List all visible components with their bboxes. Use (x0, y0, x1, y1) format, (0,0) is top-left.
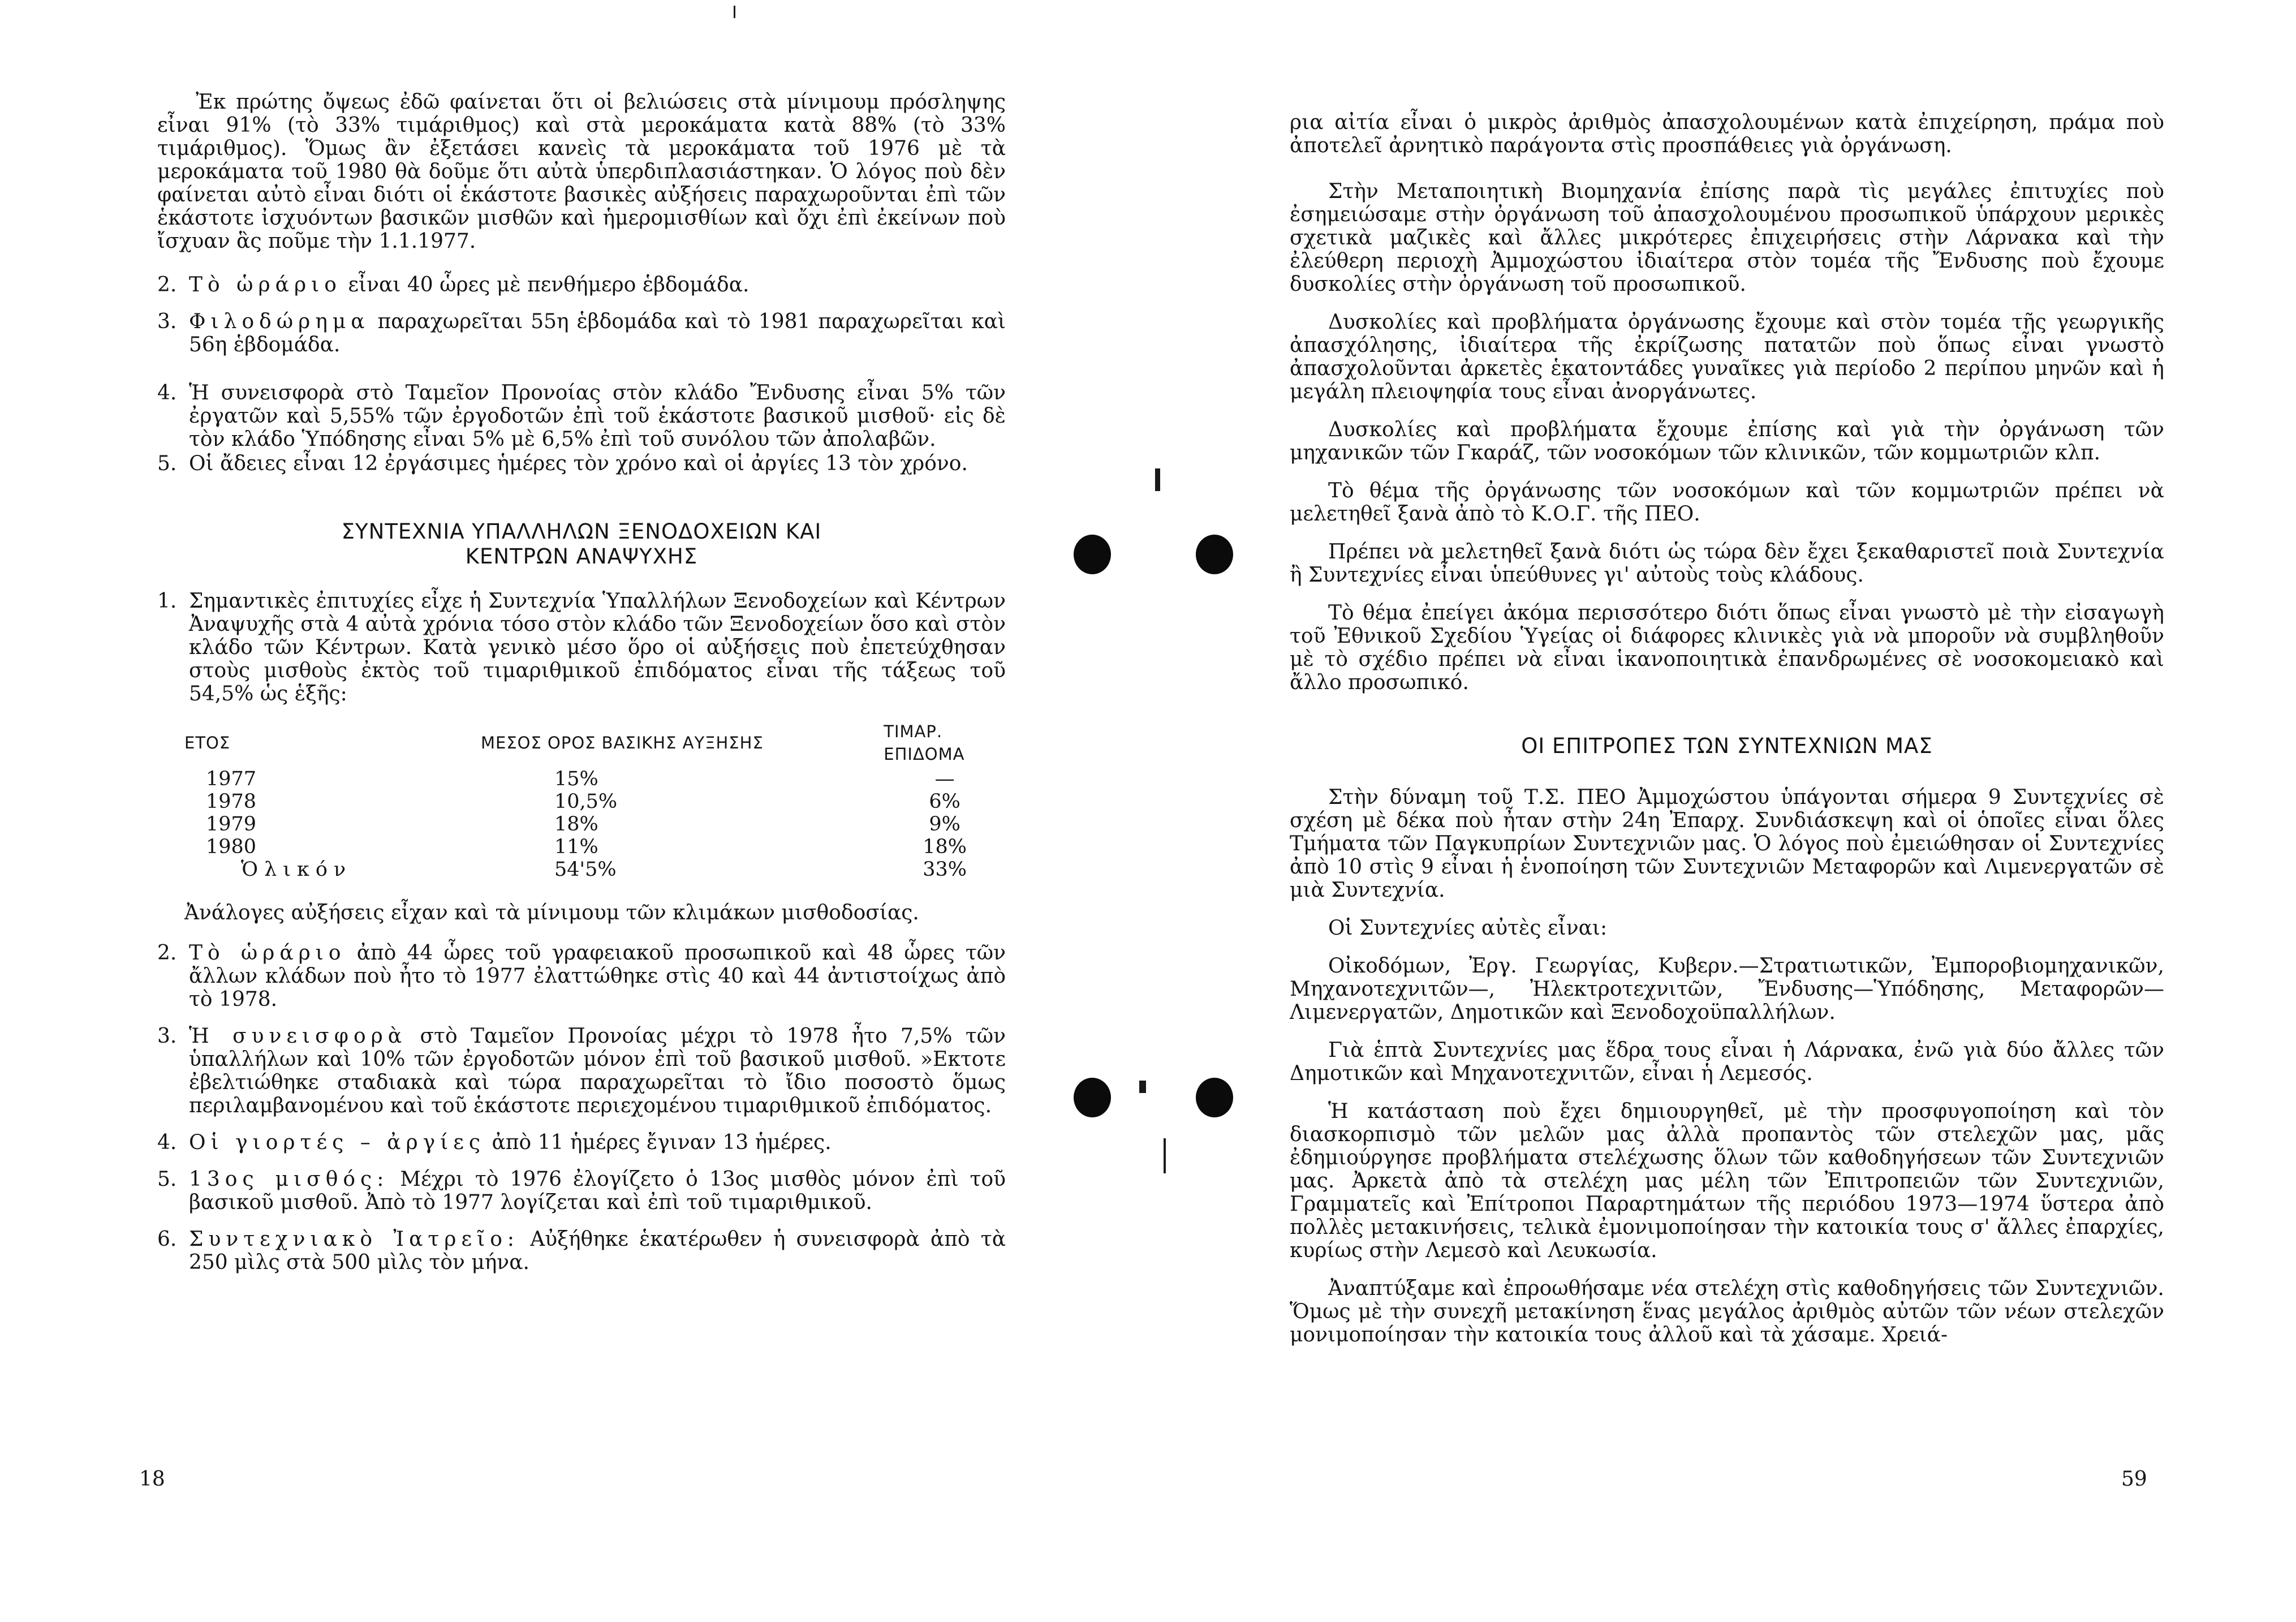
spaced-term: Ἡ συνεισφορὰ (189, 1025, 407, 1048)
paragraph: Γιὰ ἑπτὰ Συντεχνίες μας ἕδρα τους εἶναι ἡ Λάρνακα, ἐνῶ γιὰ δύο ἄλλες τῶν Δημοτικῶν καὶ Μηχανοτεχνιτῶν, εἶναι ἡ Λεμεσός. (1290, 1039, 2164, 1085)
right-page (1148, 0, 2296, 1622)
column-header: ΜΕΣΟΣ ΟΡΟΣ ΒΑΣΙΚΗΣ ΑΥΞΗΣΗΣ (480, 733, 764, 752)
heading-line: ΣΥΝΤΕΧΝΙΑ ΥΠΑΛΛΗΛΩΝ ΞΕΝΟΔΟΧΕΙΩΝ ΚΑΙ (341, 519, 822, 544)
item-number: 1. (157, 590, 177, 613)
list-item (157, 1168, 1006, 1214)
total-basic-cell: 54'5% (554, 858, 617, 881)
list-item (157, 941, 1006, 1011)
paragraph: Τὸ θέμα ἐπείγει ἀκόμα περισσότερο διότι ὅπως εἶναι γνωστὸ μὲ τὴν εἰσαγωγὴ τοῦ Ἐθνικοῦ Σχεδίου Ὑγείας οἱ διάφορες κλινικὲς γιὰ νὰ μποροῦν νὰ συμβληθοῦν μὲ τὸ σχέδιο πρέπει νὰ εἶναι ἱκανοποιητικὰ ἐπανδρωμένες σὲ νοσοκομειακὸ καὶ ἄλλο προσωπικό. (1290, 601, 2164, 694)
list-item (157, 273, 1006, 296)
paragraph: ρια αἰτία εἶναι ὁ μικρὸς ἀριθμὸς ἀπασχολουμένων κατὰ ἐπιχείρηση, πράμα ποὺ ἀποτελεῖ ἀρνητικὸ παράγοντα στὶς προσπάθειες γιὰ ὀργάνωση. (1290, 111, 2164, 157)
table-row (184, 836, 1006, 858)
table-row (184, 813, 1006, 836)
table-row (184, 790, 1006, 813)
paragraph: Δυσκολίες καὶ προβλήματα ἔχουμε ἐπίσης καὶ γιὰ τὴν ὀργάνωση τῶν μηχανικῶν τῶν Γκαράζ, τῶν νοσοκόμων τῶν κλινικῶν, τῶν κομμωτριῶν κλπ. (1290, 418, 2164, 464)
list-item (157, 1131, 1006, 1154)
paragraph: Ἀναπτύξαμε καὶ ἐπροωθήσαμε νέα στελέχη στὶς καθοδηγήσεις τῶν Συντεχνιῶν. Ὅμως μὲ τὴν συνεχῆ μετακίνηση ἕνας μεγάλος ἀριθμὸς αὐτῶν τῶν νέων στελεχῶν μονιμοποίησαν τὴν κατοικία τους ἀλλοῦ καὶ τὰ χάσαμε. Χρειά- (1290, 1277, 2164, 1346)
punch-hole (1196, 535, 1233, 574)
raises-table (184, 720, 1006, 881)
year-cell: 1979 (206, 813, 257, 836)
spaced-term: 13ος μισθός: (189, 1168, 389, 1191)
spaced-term: Τὸ ὡράριο (189, 941, 346, 965)
item-text: παραχωρεῖται 55η ἑβδομάδα καὶ τὸ 1981 παραχωρεῖται καὶ 56η ἑβδομάδα. (189, 310, 1006, 356)
paragraph: Οἱ Συντεχνίες αὐτὲς εἶναι: (1328, 917, 1608, 940)
basic-raise-cell: 10,5% (554, 790, 618, 813)
item-number: 5. (157, 1168, 177, 1191)
scan-mark (1164, 1138, 1166, 1173)
basic-raise-cell: 18% (554, 813, 598, 836)
right-text-column (1290, 111, 2164, 1361)
basic-raise-cell: 11% (554, 836, 598, 858)
paragraph: Πρέπει νὰ μελετηθεῖ ξανὰ διότι ὡς τώρα δὲν ἔχει ξεκαθαριστεῖ ποιὰ Συντεχνία ἢ Συντεχνίες εἶναι ὑπεύθυνες γι' αὐτοὺς τοὺς κλάδους. (1290, 540, 2164, 587)
spaced-term: Φιλοδώρημα (189, 310, 370, 333)
intro-paragraph: Ἐκ πρώτης ὄψεως ἐδῶ φαίνεται ὅτι οἱ βελιώσεις στὰ μίνιμουμ πρόσληψης εἶναι 91% (τὸ 33% τιμάριθμος) καὶ στὰ μεροκάματα κατὰ 88% (τὸ 33% τιμάριθμος). Ὅμως ἂν ἐξετάσει κανεὶς τὰ μεροκάματα τοῦ 1976 μὲ τὰ μεροκάματα τοῦ 1980 θὰ δοῦμε ὅτι αὐτὰ ὑπερδιπλασιάστηκαν. Ὁ λόγος ποὺ δὲν φαίνεται αὐτὸ εἶναι διότι οἱ ἑκάστοτε βασικὲς αὐξήσεις παραχωροῦνται ἐπὶ τῶν ἑκάστοτε ἰσχυόντων βασικῶν μισθῶν καὶ ἡμερομισθίων καὶ ὄχι ἐπὶ ἐκείνων ποὺ ἴσχυαν ἃς ποῦμε τὴν 1.1.1977. (157, 91, 1006, 253)
list-item (157, 452, 1006, 475)
column-header: ΕΤΟΣ (184, 733, 231, 752)
punch-hole (1196, 1078, 1233, 1117)
column-header: ΤΙΜΑΡ. ΕΠΙΔΟΜΑ (884, 722, 965, 764)
list-item (157, 1228, 1006, 1274)
item-text: ἀπὸ 44 ὧρες τοῦ γραφειακοῦ προσωπικοῦ καὶ 48 ὧρες τῶν ἄλλων κλάδων ποὺ ἦτο τὸ 1977 ἐλαττώθηκε στὶς 40 καὶ 44 ἀντιστοίχως ἀπὸ τὸ 1978. (189, 941, 1006, 1011)
year-cell: 1977 (206, 768, 257, 790)
cola-cell: 6% (929, 790, 960, 813)
year-cell: 1980 (206, 836, 257, 858)
list-item (157, 1025, 1006, 1117)
total-cola-cell: 33% (923, 858, 967, 881)
item-number: 3. (157, 1025, 177, 1048)
cola-cell: 9% (929, 813, 960, 836)
page-number: 59 (2121, 1468, 2147, 1491)
paragraph: Στὴν δύναμη τοῦ Τ.Σ. ΠΕΟ Ἀμμοχώστου ὑπάγονται σήμερα 9 Συντεχνίες σὲ σχέση μὲ δέκα ποὺ ἦταν στὴν 24η Ἐπαρχ. Συνδιάσκεψη καὶ οἱ ὁποῖες εἶναι ὅλες Τμήματα τῶν Παγκυπρίων Συντεχνιῶν μας. Ὁ λόγος ποὺ ἐμειώθησαν οἱ Συντεχνίες ἀπὸ 10 στὶς 9 εἶναι ἡ ἑνοποίηση τῶν Συντεχνιῶν Μεταφορῶν καὶ Λιμενεργατῶν σὲ μιὰ Συντεχνία. (1290, 786, 2164, 902)
list-item (157, 310, 1006, 356)
item-text: Ἡ συνεισφορὰ στὸ Ταμεῖον Προνοίας στὸν κλάδο Ἔνδυσης εἶναι 5% τῶν ἐργατῶν καὶ 5,55% τῶν ἐργοδοτῶν ἐπὶ τοῦ ἑκάστοτε βασικοῦ μισθοῦ· εἰς δὲ τὸν κλάδο Ὑπόδησης εἶναι 5% μὲ 6,5% ἐπὶ τοῦ συνόλου τῶν ἀπολαβῶν. (189, 381, 1006, 451)
item-number: 6. (157, 1228, 177, 1251)
item-text: Αὐξήθηκε ἑκατέρωθεν ἡ συνεισφορὰ ἀπὸ τὰ 250 μὶλς στὰ 500 μὶλς τὸν μήνα. (189, 1228, 1006, 1274)
item-number: 4. (157, 1131, 177, 1154)
scan-mark (734, 6, 735, 18)
total-label: Ὁλικόν (241, 858, 352, 881)
basic-raise-cell: 15% (554, 768, 598, 790)
spaced-term: Συντεχνιακὸ Ἰατρεῖο: (189, 1228, 520, 1251)
scan-mark (1139, 1081, 1146, 1093)
paragraph: Ἀνάλογες αὐξήσεις εἶχαν καὶ τὰ μίνιμουμ τῶν κλιμάκων μισθοδοσίας. (184, 901, 919, 924)
item-text: στὸ Ταμεῖον Προνοίας μέχρι τὸ 1978 ἦτο 7,5% τῶν ὑπαλλήλων καὶ 10% τῶν ἐργοδοτῶν μόνον ἐπὶ τοῦ βασικοῦ μισθοῦ. »Εκτοτε ἐβελτιώθηκε σταδιακὰ καὶ τώρα παραχωρεῖται τὸ ἴδιο ποσοστὸ ὅμως περιλαμβανομένου καὶ τοῦ ἑκάστοτε περιεχομένου τιμαριθμικοῦ ἐπιδόματος. (189, 1025, 1006, 1117)
item-number: 4. (157, 381, 177, 405)
table-header-row (184, 720, 1006, 768)
paragraph: Στὴν Μεταποιητικὴ Βιομηχανία ἐπίσης παρὰ τὶς μεγάλες ἐπιτυχίες ποὺ ἐσημειώσαμε στὴν ὀργάνωση τοῦ ἀπασχολουμένου προσωπικοῦ ὑπάρχουν μερικὲς σχετικὰ μαζικὲς καὶ ἄλλες μικρότερες ἐπιχειρήσεις στὴν Λάρνακα καὶ τὴν ἐλεύθερη περιοχὴ Ἀμμοχώστου ἰδιαίτερα στὸν τομέα τῆς Ἔνδυσης ποὺ ἔχουμε δυσκολίες στὴν ὀργάνωση τοῦ προσωπικοῦ. (1290, 180, 2164, 296)
punch-hole (1074, 1078, 1111, 1117)
list-item (157, 590, 1006, 705)
item-text: Μέχρι τὸ 1976 ἐλογίζετο ὁ 13ος μισθὸς μόνον ἐπὶ τοῦ βασικοῦ μισθοῦ. Ἀπὸ τὸ 1977 λογίζεται καὶ ἐπὶ τοῦ τιμαριθμικοῦ. (189, 1168, 1006, 1214)
left-text-column (157, 91, 1006, 1288)
spaced-term: Οἱ γιορτές – ἀργίες (189, 1131, 486, 1154)
item-text: ἀπὸ 11 ἡμέρες ἔγιναν 13 ἡμέρες. (485, 1131, 832, 1154)
item-number: 5. (157, 452, 177, 475)
paragraph: Ἡ κατάσταση ποὺ ἔχει δημιουργηθεῖ, μὲ τὴν προσφυγοποίηση καὶ τὸν διασκορπισμὸ τῶν μελῶν μας ἀλλὰ προπαντὸς τῶν στελεχῶν μας, μᾶς ἐδημιούργησε προβλήματα στελέχωσης ὅλων τῶν καθοδηγήσεων τῶν Συντεχνιῶν μας. Ἀρκετὰ ἀπὸ τὰ στελέχη μας μέλη τῶν Ἐπιτροπειῶν τῶν Συντεχνιῶν, Γραμματεῖς καὶ Ἐπίτροποι Παραρτημάτων τῆς περιόδου 1973—1974 ὕστερα ἀπὸ πολλὲς μετακινήσεις, τελικὰ ἐμονιμοποίησαν τὴν κατοικία τους σ' ἄλλες ἐπαρχίες, κυρίως στὴν Λεμεσὸ καὶ Λευκωσία. (1290, 1100, 2164, 1262)
item-number: 2. (157, 273, 177, 296)
punch-hole (1074, 535, 1111, 574)
year-cell: 1978 (206, 790, 257, 813)
spaced-term: Τὸ ὡράριο (189, 273, 342, 296)
cola-cell: — (934, 768, 955, 790)
item-text: εἶναι 40 ὧρες μὲ πενθήμερο ἑβδομάδα. (341, 273, 749, 296)
section-heading (157, 519, 1006, 569)
item-text: Σημαντικὲς ἐπιτυχίες εἶχε ἡ Συντεχνία Ὑπαλλήλων Ξενοδοχείων καὶ Κέντρων Ἀναψυχῆς στὰ 4 αὐτὰ χρόνια τόσο στὸν κλάδο τῶν Ξενοδοχείων ὅσο καὶ στὸν κλάδο τῶν Κέντρων. Κατὰ γενικὸ μέσο ὅρο οἱ αὐξήσεις ποὺ ἐπετεύχθησαν στοὺς μισθοὺς ἐκτὸς τοῦ τιμαριθμικοῦ ἐπιδόματος εἶναι τῆς τάξεως τοῦ 54,5% ὡς ἑξῆς: (189, 590, 1006, 705)
item-text: Οἱ ἄδειες εἶναι 12 ἐργάσιμες ἡμέρες τὸν χρόνο καὶ οἱ ἀργίες 13 τὸν χρόνο. (189, 452, 968, 475)
paragraph: Δυσκολίες καὶ προβλήματα ὀργάνωσης ἔχουμε καὶ στὸν τομέα τῆς γεωργικῆς ἀπασχόλησης, ἰδιαίτερα τῆς ἐκρίζωσης πατατῶν ποὺ ὅπως εἶναι γνωστὸ ἀπασχολοῦνται ἀρκετὲς ἑκατοντάδες γυναῖκες γιὰ περίοδο 2 περίπου μηνῶν καὶ ἡ μεγάλη πλειοψηφία τους εἶναι ἀνοργάνωτες. (1290, 311, 2164, 403)
item-number: 3. (157, 310, 177, 333)
scan-mark (1155, 468, 1160, 491)
cola-cell: 18% (923, 836, 967, 858)
list-item (157, 381, 1006, 451)
table-total-row (184, 858, 1006, 881)
section-heading: ΟΙ ΕΠΙΤΡΟΠΕΣ ΤΩΝ ΣΥΝΤΕΧΝΙΩΝ ΜΑΣ (1521, 734, 1933, 758)
paragraph: Τὸ θέμα τῆς ὀργάνωσης τῶν νοσοκόμων καὶ τῶν κομμωτριῶν πρέπει νὰ μελετηθεῖ ξανὰ ἀπὸ τὸ Κ.Ο.Γ. τῆς ΠΕΟ. (1290, 479, 2164, 526)
item-number: 2. (157, 941, 177, 965)
page-number: 18 (139, 1468, 165, 1491)
heading-line: ΚΕΝΤΡΩΝ ΑΝΑΨΥΧΗΣ (465, 544, 698, 569)
table-row (184, 768, 1006, 790)
paragraph: Οἰκοδόμων, Ἐργ. Γεωργίας, Κυβερν.—Στρατιωτικῶν, Ἐμπορoβιομηχανικῶν, Μηχανοτεχνιτῶν—, Ἠλεκτροτεχνιτῶν, Ἔνδυσης—Ὑπόδησης, Μεταφορῶν—Λιμενεργατῶν, Δημοτικῶν καὶ Ξενοδοχοϋπαλλήλων. (1290, 954, 2164, 1024)
